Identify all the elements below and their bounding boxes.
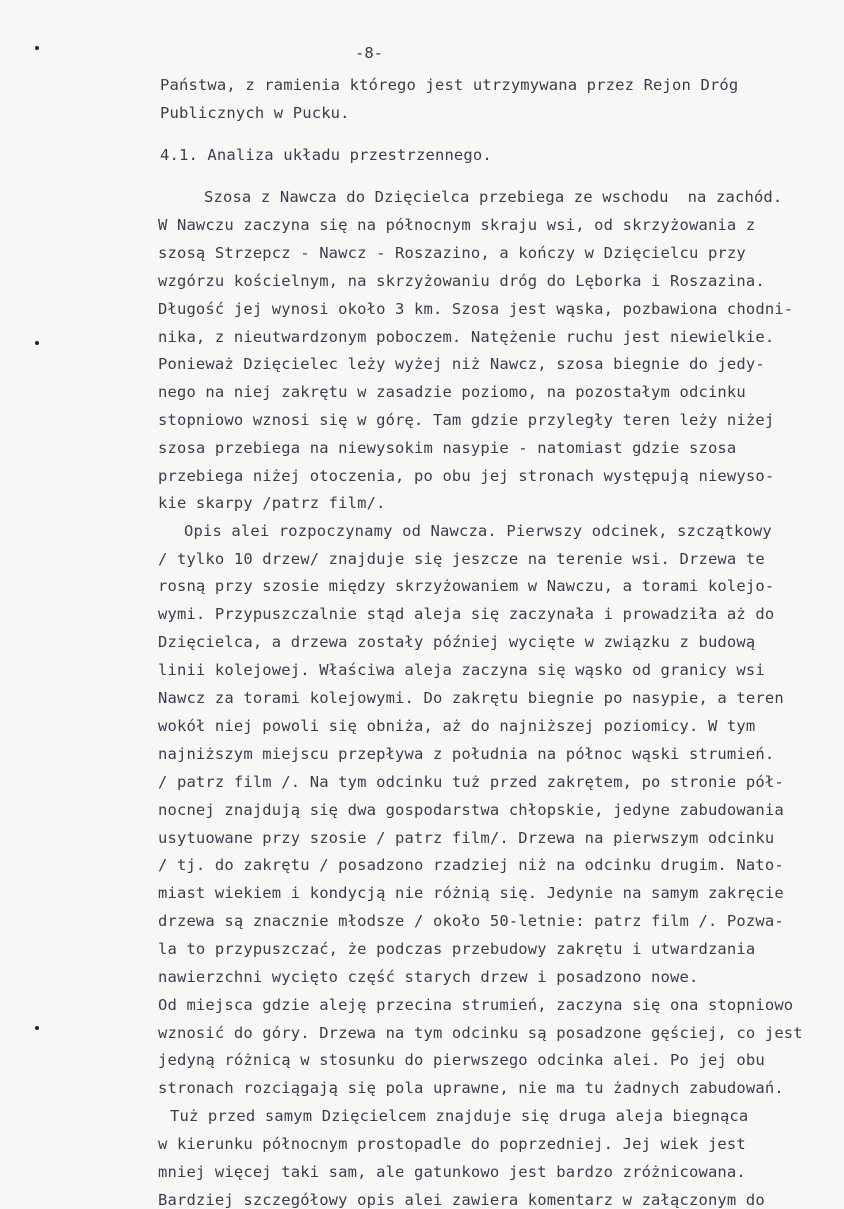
text-line: Opis alei rozpoczynamy od Nawcza. Pierwszy odcinek, szczątkowy [184,522,772,540]
text-line: wzgórzu kościelnym, na skrzyżowaniu dróg do Lęborka i Roszazina. [158,272,765,290]
text-line: miast wiekiem i kondycją nie różnią się. Jedynie na samym zakręcie [158,884,784,902]
text-line: jedyną różnicą w stosunku do pierwszego odcinka alei. Po jej obu [158,1051,765,1069]
text-line: nego na niej zakrętu w zasadzie poziomo, na pozostałym odcinku [158,383,746,401]
text-line: la to przypuszczać, że podczas przebudowy zakrętu i utwardzania [158,940,756,958]
text-line: kie skarpy /patrz film/. [158,494,386,512]
text-line: Ponieważ Dzięcielec leży wyżej niż Nawcz, szosa biegnie do jedy- [158,355,765,373]
section-heading: 4.1. Analiza układu przestrzennego. [160,146,492,164]
text-line: W Nawczu zaczyna się na północnym skraju wsi, od skrzyżowania z [158,216,756,234]
text-line: / tj. do zakrętu / posadzono rzadziej niż na odcinku drugim. Nato- [158,856,784,874]
text-line: Od miejsca gdzie aleję przecina strumień, zaczyna się ona stopniowo [158,996,794,1014]
text-line: drzewa są znacznie młodsze / około 50-letnie: patrz film /. Pozwa- [158,912,784,930]
text-line: Długość jej wynosi około 3 km. Szosa jest wąska, pozbawiona chodni- [158,300,794,318]
text-line: / patrz film /. Na tym odcinku tuż przed zakrętem, po stronie pół- [158,773,784,791]
text-line: nocnej znajdują się dwa gospodarstwa chłopskie, jedyne zabudowania [158,801,784,819]
punch-hole-mark [35,341,39,345]
text-line: w kierunku północnym prostopadle do poprzedniej. Jej wiek jest [158,1135,746,1153]
text-line: najniższym miejscu przepływa z południa na północ wąski strumień. [158,745,775,763]
text-line: usytuowane przy szosie / patrz film/. Drzewa na pierwszym odcinku [158,829,775,847]
page-number: -8- [355,44,383,62]
text-line: Bardziej szczegółowy opis alei zawiera komentarz w załączonym do [158,1191,765,1209]
text-line: Państwa, z ramienia którego jest utrzymywana przez Rejon Dróg [160,76,739,94]
text-line: szosa przebiega na niewysokim nasypie - natomiast gdzie szosa [158,439,737,457]
text-line: Publicznych w Pucku. [160,104,350,122]
text-line: nika, z nieutwardzonym poboczem. Natężenie ruchu jest niewielkie. [158,328,775,346]
text-line: wokół niej powoli się obniża, aż do najniższej poziomicy. W tym [158,717,756,735]
text-line: Szosa z Nawcza do Dzięcielca przebiega ze wschodu na zachód. [204,188,783,206]
text-line: / tylko 10 drzew/ znajduje się jeszcze na terenie wsi. Drzewa te [158,550,765,568]
text-line: Tuż przed samym Dzięcielcem znajduje się druga aleja biegnąca [170,1107,749,1125]
text-line: linii kolejowej. Właściwa aleja zaczyna się wąsko od granicy wsi [158,661,765,679]
text-line: mniej więcej taki sam, ale gatunkowo jest bardzo zróżnicowana. [158,1163,746,1181]
punch-hole-mark [35,46,39,50]
punch-hole-mark [35,1026,39,1030]
text-line: szosą Strzepcz - Nawcz - Roszazino, a kończy w Dzięcielcu przy [158,244,746,262]
text-line: nawierzchni wycięto część starych drzew i posadzono nowe. [158,968,699,986]
text-line: wymi. Przypuszczalnie stąd aleja się zaczynała i prowadziła aż do [158,605,775,623]
text-line: rosną przy szosie między skrzyżowaniem w Nawczu, a torami kolejo- [158,577,775,595]
text-line: przebiega niżej otoczenia, po obu jej stronach występują niewyso- [158,467,775,485]
text-line: stopniowo wznosi się w górę. Tam gdzie przyległy teren leży niżej [158,411,775,429]
text-line: Dzięcielca, a drzewa zostały później wycięte w związku z budową [158,633,756,651]
text-line: Nawcz za torami kolejowymi. Do zakrętu biegnie po nasypie, a teren [158,689,784,707]
text-line: wznosić do góry. Drzewa na tym odcinku są posadzone gęściej, co jest [158,1024,803,1042]
text-line: stronach rozciągają się pola uprawne, nie ma tu żadnych zabudowań. [158,1079,784,1097]
